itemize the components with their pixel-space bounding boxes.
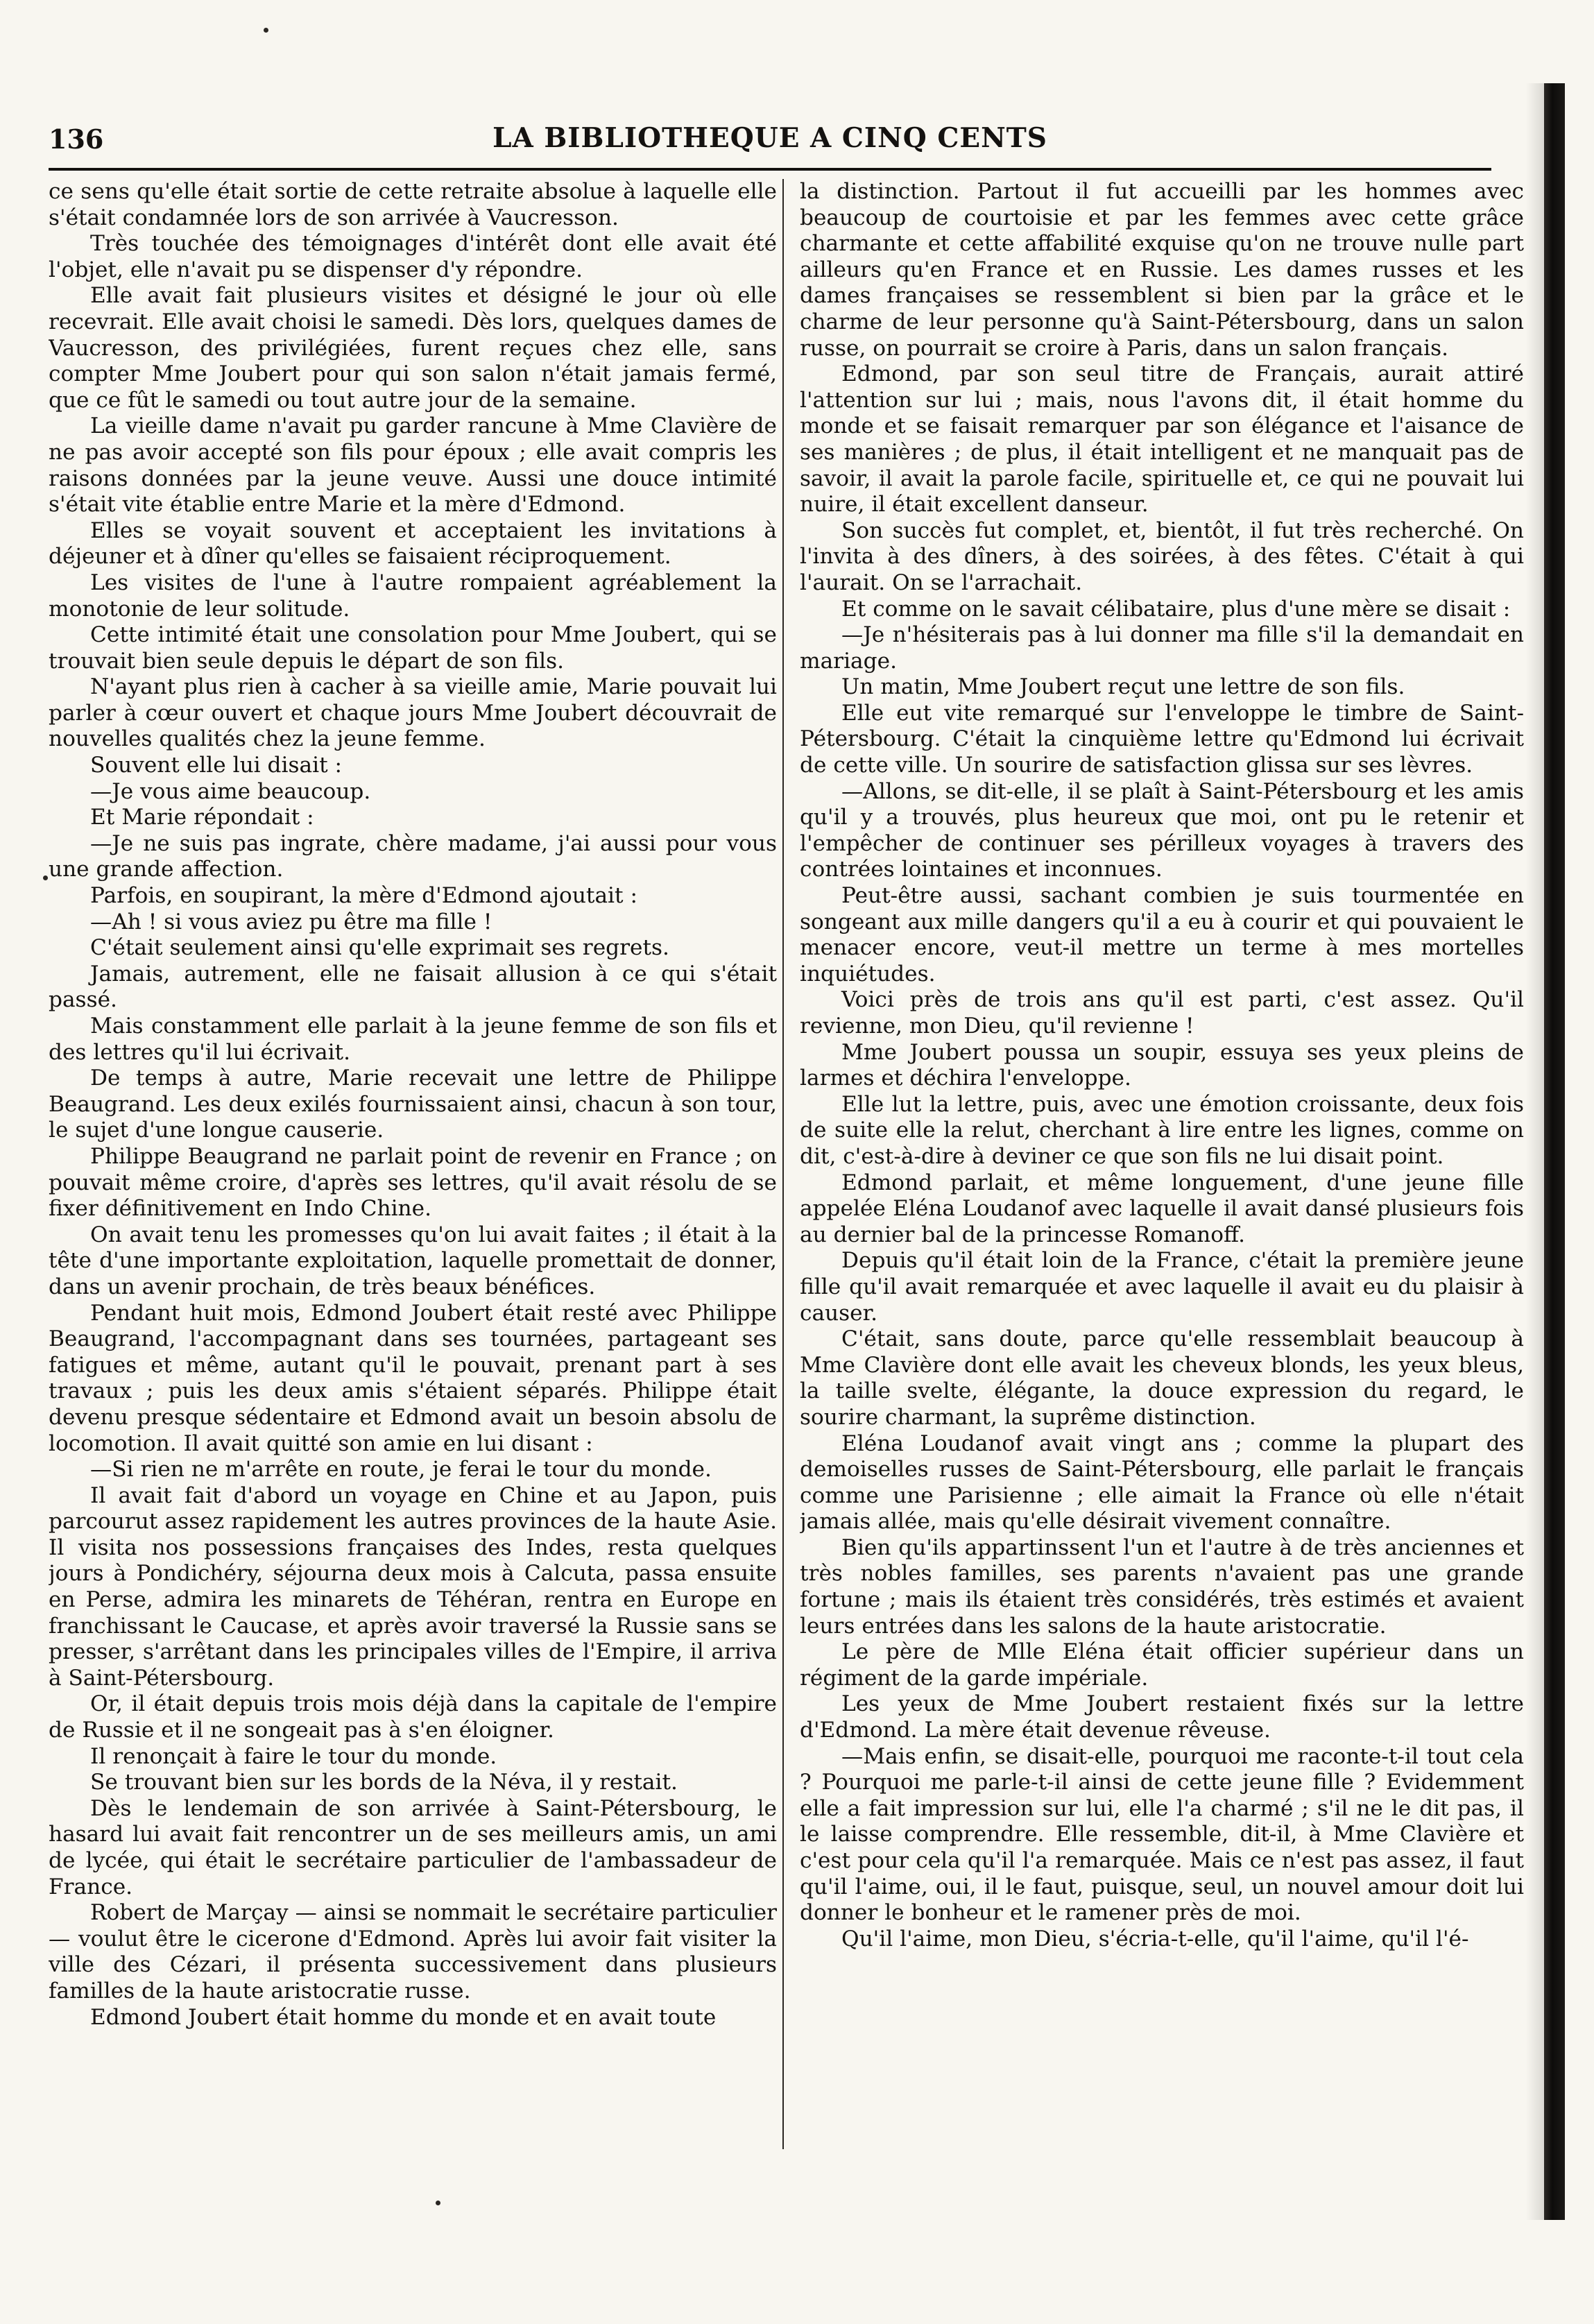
print-speck <box>436 2201 440 2205</box>
paragraph: Elle lut la lettre, puis, avec une émotion croissante, deux fois de suite elle la relut, cherchant à lire entre les lignes, comme on dit, c'est-à-dire à deviner ce que son fils ne lui disait point. <box>800 1091 1524 1169</box>
paragraph: C'était seulement ainsi qu'elle exprimait ses regrets. <box>90 935 669 961</box>
paragraph: Il avait fait d'abord un voyage en Chine et au Japon, puis parcourut assez rapidement les autres provinces de la haute Asie. Il visita nos possessions françaises des Indes, resta quelques jours à Pondichéry, séjourna deux mois à Calcuta, passa ensuite en Perse, admira les minarets de Téhéran, rentra en Europe en franchissant le Caucase, et après avoir traversé la Russie sans se presser, s'arrêtant dans les principales villes de l'Empire, il arriva à Saint-Pétersbourg. <box>49 1483 777 1691</box>
right-column <box>800 179 1524 2267</box>
paragraph: Edmond, par son seul titre de Français, aurait attiré l'attention sur lui ; mais, nous l'avons dit, il était homme du monde et se faisait remarquer par son élégance et l'aisance de ses manières ; de plus, il était intelligent et ne manquait pas de savoir, il avait la parole facile, spirituelle et, ce qui ne pouvait lui nuire, il était excellent danseur. <box>800 361 1524 518</box>
paragraph: N'ayant plus rien à cacher à sa vieille amie, Marie pouvait lui parler à cœur ouvert et chaque jours Mme Joubert découvrait de nouvelles qualités chez la jeune femme. <box>49 674 777 752</box>
paragraph: —Ah ! si vous aviez pu être ma fille ! <box>90 909 492 934</box>
paragraph: De temps à autre, Marie recevait une lettre de Philippe Beaugrand. Les deux exilés fournissaient ainsi, chacun à son tour, le sujet d'une longue causerie. <box>49 1066 777 1143</box>
paragraph: —Mais enfin, se disait-elle, pourquoi me raconte-t-il tout cela ? Pourquoi me parle-t-il ainsi de cette jeune fille ? Evidemment elle a fait impression sur lui, elle l'a charmé ; s'il ne le dit pas, il le laisse comprendre. Elle ressemble, dit-il, à Mme Clavière et c'est pour cela qu'il l'a remarquée. Mais ce n'est pas assez, il faut qu'il l'aime, oui, il le faut, puisque, seul, un nouvel amour doit lui donner le bonheur et le ramener près de moi. <box>800 1743 1524 1926</box>
page-header <box>49 118 1491 166</box>
paragraph: —Je ne suis pas ingrate, chère madame, j'ai aussi pour vous une grande affection. <box>49 830 777 882</box>
binding-edge <box>1544 83 1565 2220</box>
paragraph: On avait tenu les promesses qu'on lui avait faites ; il était à la tête d'une importante exploitation, laquelle promettait de donner, dans un avenir prochain, de très beaux bénéfices. <box>49 1222 777 1299</box>
paragraph: Son succès fut complet, et, bientôt, il fut très recherché. On l'invita à des dîners, à des soirées, à des fêtes. C'était à qui l'aurait. On se l'arrachait. <box>800 518 1524 595</box>
paragraph: Se trouvant bien sur les bords de la Néva, il y restait. <box>90 1770 678 1795</box>
paragraph: Philippe Beaugrand ne parlait point de revenir en France ; on pouvait même croire, d'après ses lettres, qu'il avait résolu de se fixer définitivement en Indo Chine. <box>49 1143 777 1222</box>
paragraph: Pendant huit mois, Edmond Joubert était resté avec Philippe Beaugrand, l'accompagnant dans ses tournées, partageant ses fatigues et même, autant qu'il le pouvait, prenant part à ses travaux ; puis les deux amis s'étaient séparés. Philippe était devenu presque sédentaire et Edmond avait un besoin absolu de locomotion. Il avait quitté son amie en lui disant : <box>49 1300 777 1456</box>
paragraph: Bien qu'ils appartinssent l'un et l'autre à de très anciennes et très nobles familles, ses parents n'avaient pas une grande fortune ; mais ils étaient très considérés, très estimés et avaient leurs entrées dans les salons de la haute aristocratie. <box>800 1535 1524 1639</box>
paragraph: Voici près de trois ans qu'il est parti, c'est assez. Qu'il revienne, mon Dieu, qu'il revienne ! <box>800 987 1524 1039</box>
paragraph: Jamais, autrement, elle ne faisait allusion à ce qui s'était passé. <box>49 961 777 1013</box>
paragraph: Mais constamment elle parlait à la jeune femme de son fils et des lettres qu'il lui écrivait. <box>49 1014 777 1065</box>
header-rule <box>49 168 1491 171</box>
page-number: 136 <box>49 123 104 155</box>
paragraph: Elle eut vite remarqué sur l'enveloppe le timbre de Saint-Pétersbourg. C'était la cinquième lettre qu'Edmond lui écrivait de cette ville. Un sourire de satisfaction glissa sur ses lèvres. <box>800 700 1524 778</box>
paragraph: Les yeux de Mme Joubert restaient fixés sur la lettre d'Edmond. La mère était devenue rêveuse. <box>800 1691 1524 1743</box>
paragraph: Edmond Joubert était homme du monde et en avait toute <box>90 2004 717 2030</box>
paragraph: Souvent elle lui disait : <box>90 753 343 778</box>
paragraph: Robert de Marçay — ainsi se nommait le secrétaire particulier — voulut être le cicerone d'Edmond. Après lui avoir fait visiter la ville des Cézari, il présenta successivement dans plusieurs familles de la haute aristocratie russe. <box>49 1900 777 2003</box>
paragraph: Depuis qu'il était loin de la France, c'était la première jeune fille qu'il avait remarquée et avec laquelle il avait eu du plaisir à causer. <box>800 1248 1524 1326</box>
paragraph: La vieille dame n'avait pu garder rancune à Mme Clavière de ne pas avoir accepté son fils pour époux ; elle avait compris les raisons données par la jeune veuve. Aussi une douce intimité s'était vite établie entre Marie et la mère d'Edmond. <box>49 413 777 518</box>
running-title: LA BIBLIOTHEQUE A CINQ CENTS <box>492 122 1047 154</box>
paragraph: Et Marie répondait : <box>90 805 314 830</box>
paragraph: la distinction. Partout il fut accueilli par les hommes avec beaucoup de courtoisie et par les femmes avec cette grâce charmante et cette affabilité exquise qu'on ne trouve nulle part ailleurs qu'en France et en Russie. Les dames russes et les dames françaises se ressemblent si bien par la grâce et le charme de leur personne qu'à Saint-Pétersbourg, dans un salon russe, on pourrait se croire à Paris, dans un salon français. <box>800 179 1524 361</box>
paragraph: Eléna Loudanof avait vingt ans ; comme la plupart des demoiselles russes de Saint-Pétersbourg, elle parlait le français comme une Parisienne ; elle aimait la France où elle n'était jamais allée, mais qu'elle désirait vivement connaître. <box>800 1430 1524 1535</box>
paragraph: C'était, sans doute, parce qu'elle ressemblait beaucoup à Mme Clavière dont elle avait les cheveux blonds, les yeux bleus, la taille svelte, élégante, la douce expression du regard, le sourire charmant, la suprême distinction. <box>800 1326 1524 1430</box>
paragraph: Dès le lendemain de son arrivée à Saint-Pétersbourg, le hasard lui avait fait rencontrer un de ses meilleurs amis, un ami de lycée, qui était le secrétaire particulier de l'ambassadeur de France. <box>49 1795 777 1899</box>
left-column <box>49 179 777 2267</box>
paragraph: Un matin, Mme Joubert reçut une lettre de son fils. <box>841 674 1405 700</box>
paragraph: Elles se voyait souvent et acceptaient les invitations à déjeuner et à dîner qu'elles se faisaient réciproquement. <box>49 518 777 570</box>
paragraph: Qu'il l'aime, mon Dieu, s'écria-t-elle, qu'il l'aime, qu'il l'é- <box>841 1926 1469 1951</box>
paragraph: —Si rien ne m'arrête en route, je ferai le tour du monde. <box>90 1457 712 1483</box>
paragraph: Et comme on le savait célibataire, plus d'une mère se disait : <box>841 596 1511 622</box>
paragraph: Il renonçait à faire le tour du monde. <box>90 1743 497 1769</box>
paragraph: Mme Joubert poussa un soupir, essuya ses yeux pleins de larmes et déchira l'enveloppe. <box>800 1039 1524 1091</box>
paragraph: Parfois, en soupirant, la mère d'Edmond ajoutait : <box>90 883 637 909</box>
paragraph: —Je n'hésiterais pas à lui donner ma fille s'il la demandait en mariage. <box>800 622 1524 674</box>
paragraph: —Allons, se dit-elle, il se plaît à Saint-Pétersbourg et les amis qu'il y a trouvés, plus heureux que moi, ont pu le retenir et l'empêcher de continuer ses périlleux voyages à travers des contrées lointaines et inconnues. <box>800 778 1524 882</box>
print-speck <box>43 875 48 880</box>
paragraph: Cette intimité était une consolation pour Mme Joubert, qui se trouvait bien seule depuis le départ de son fils. <box>49 622 777 674</box>
paragraph: Elle avait fait plusieurs visites et désigné le jour où elle recevrait. Elle avait choisi le samedi. Dès lors, quelques dames de Vaucresson, des privilégiées, furent reçues chez elle, sans compter Mme Joubert pour qui son salon n'était jamais fermé, que ce fût le samedi ou tout autre jour de la semaine. <box>49 283 777 413</box>
print-speck <box>264 28 268 33</box>
column-divider <box>782 179 784 2149</box>
paragraph: Or, il était depuis trois mois déjà dans la capitale de l'empire de Russie et il ne songeait pas à s'en éloigner. <box>49 1691 777 1743</box>
paragraph: Peut-être aussi, sachant combien je suis tourmentée en songeant aux mille dangers qu'il a eu à courir et qui pouvaient le menacer encore, veut-il mettre un terme à mes mortelles inquiétudes. <box>800 883 1524 986</box>
paragraph: Les visites de l'une à l'autre rompaient agréablement la monotonie de leur solitude. <box>49 570 777 622</box>
paragraph: Edmond parlait, et même longuement, d'une jeune fille appelée Eléna Loudanof avec laquelle il avait dansé plusieurs fois au dernier bal de la princesse Romanoff. <box>800 1170 1524 1247</box>
paragraph: ce sens qu'elle était sortie de cette retraite absolue à laquelle elle s'était condamnée lors de son arrivée à Vaucresson. <box>49 179 777 230</box>
paragraph: —Je vous aime beaucoup. <box>90 778 371 804</box>
paragraph: Le père de Mlle Eléna était officier supérieur dans un régiment de la garde impériale. <box>800 1639 1524 1691</box>
paragraph: Très touchée des témoignages d'intérêt dont elle avait été l'objet, elle n'avait pu se dispenser d'y répondre. <box>49 231 777 282</box>
binding-shadow <box>1526 83 1544 2220</box>
